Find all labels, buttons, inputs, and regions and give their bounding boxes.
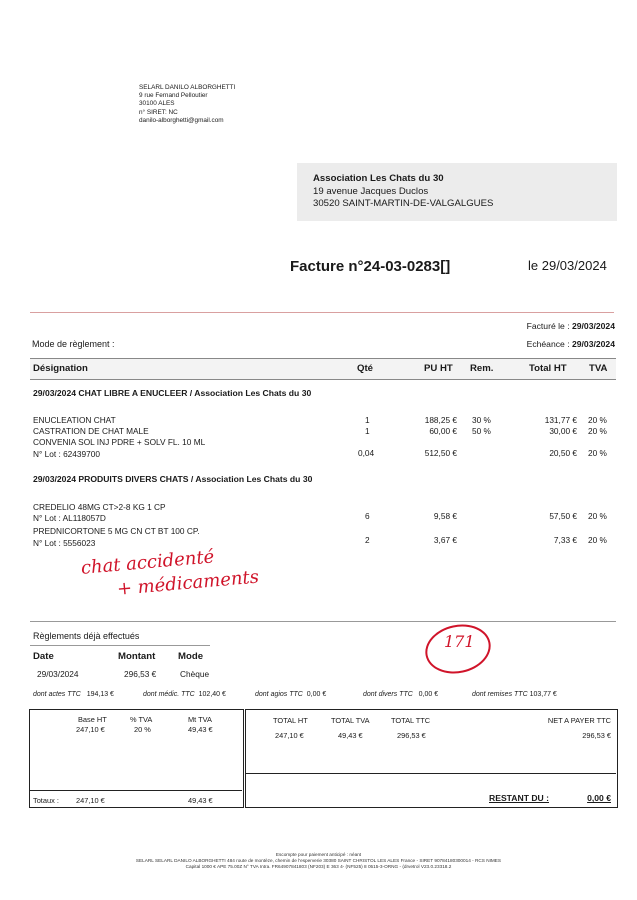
line-qty: 6 xyxy=(365,511,370,521)
line-lot: N° Lot : 5556023 xyxy=(33,538,96,548)
breakdown-agios xyxy=(255,691,326,698)
line-pu: 60,00 € xyxy=(429,426,457,436)
line-qty: 0,04 xyxy=(358,448,375,458)
vat-rate-header: % TVA xyxy=(130,715,153,724)
breakdown-value: 103,77 € xyxy=(529,691,557,698)
section-title: 29/03/2024 CHAT LIBRE A ENUCLEER / Association Les Chats du 30 xyxy=(33,388,312,398)
line-qty: 2 xyxy=(365,535,370,545)
total-ht: 247,10 € xyxy=(275,731,304,740)
net-to-pay-header: NET A PAYER TTC xyxy=(547,716,611,725)
total-ttc: 296,53 € xyxy=(397,731,426,740)
footer-line-3: Capital 1000 € APE 75.00Z N° TVA Intra. FR64907841803 (NF203) E 363 4- (NF525) 8 0515-3-ORNG - (drvetrol V23.0.23318.2 xyxy=(185,864,452,870)
divider xyxy=(30,312,614,313)
line-tva: 20 % xyxy=(588,535,607,545)
line-label: CREDELIO 48MG CT>2-8 KG 1 CP xyxy=(33,502,166,512)
balance-due: 0,00 € xyxy=(587,793,611,803)
col-designation: Désignation xyxy=(33,363,88,374)
line-total: 131,77 € xyxy=(544,415,577,425)
payments-mode-header: Mode xyxy=(178,651,204,662)
breakdown-remises xyxy=(472,691,557,698)
breakdown-label: dont agios TTC xyxy=(255,691,303,698)
sender-city: 30100 ALES xyxy=(139,100,175,108)
line-tva: 20 % xyxy=(588,426,607,436)
footer-line-2: SELARL SELARL DANILO ALBORGHETTI 484 route de montèze, chemin de l'esperverie 30380 SAINT CHRISTOL LES ALES France - SIRET 90784180300014 - RCS NIMES xyxy=(135,858,502,864)
vat-base: 247,10 € xyxy=(76,725,105,734)
payments-date-header: Date xyxy=(33,651,54,662)
breakdown-divers xyxy=(363,691,438,698)
client-name: Association Les Chats du 30 xyxy=(313,173,444,184)
col-pu-ht: PU HT xyxy=(424,363,453,374)
divider xyxy=(30,621,616,622)
line-lot: N° Lot : AL118057D xyxy=(33,513,106,523)
payments-amount-header: Montant xyxy=(118,651,156,662)
invoice-title: Facture n°24-03-0283[] xyxy=(290,258,451,275)
invoice-date: le 29/03/2024 xyxy=(528,258,607,273)
vat-totals-base: 247,10 € xyxy=(76,796,105,805)
total-tva-header: TOTAL TVA xyxy=(331,716,370,725)
billed-date-row xyxy=(527,321,615,331)
section-title: 29/03/2024 PRODUITS DIVERS CHATS / Association Les Chats du 30 xyxy=(33,474,313,484)
breakdown-value: 194,13 € xyxy=(86,691,114,698)
line-rem: 50 % xyxy=(472,426,491,436)
sender-address: 9 rue Fernand Pelloutier xyxy=(139,92,208,100)
total-tva: 49,43 € xyxy=(338,731,363,740)
footer-line-1: Escompte pour paiement anticipé : néant xyxy=(275,852,362,857)
payment-date: 29/03/2024 xyxy=(37,669,79,679)
breakdown-value: 102,40 € xyxy=(198,691,226,698)
col-total-ht: Total HT xyxy=(529,363,567,374)
line-total: 7,33 € xyxy=(553,535,577,545)
breakdown-label: dont divers TTC xyxy=(363,691,413,698)
vat-totals-divider xyxy=(29,790,242,791)
handwritten-number: 171 xyxy=(444,632,475,651)
breakdown-medic xyxy=(143,691,226,698)
vat-amount-header: Mt TVA xyxy=(188,715,212,724)
client-city: 30520 SAINT-MARTIN-DE-VALGALGUES xyxy=(313,198,494,210)
sender-email: danilo-alborghetti@gmail.com xyxy=(139,116,224,124)
line-pu: 9,58 € xyxy=(433,511,457,521)
sender-block xyxy=(139,84,235,125)
line-tva: 20 % xyxy=(588,448,607,458)
line-tva: 20 % xyxy=(588,511,607,521)
line-total: 20,50 € xyxy=(549,448,577,458)
total-ht-header: TOTAL HT xyxy=(273,716,308,725)
line-qty: 1 xyxy=(365,426,370,436)
line-lot: N° Lot : 62439700 xyxy=(33,449,100,459)
line-label: PREDNICORTONE 5 MG CN CT BT 100 CP. xyxy=(33,526,200,536)
line-pu: 3,67 € xyxy=(433,535,457,545)
totals-divider xyxy=(245,773,616,774)
table-header xyxy=(30,358,616,380)
payments-title: Règlements déjà effectués xyxy=(33,631,140,641)
due-date: 29/03/2024 xyxy=(571,339,615,349)
sender-name: SELARL DANILO ALBORGHETTI xyxy=(139,84,236,91)
line-total: 57,50 € xyxy=(549,511,577,521)
breakdown-label: dont remises TTC xyxy=(472,691,528,698)
line-qty: 1 xyxy=(365,415,370,425)
divider xyxy=(30,645,210,646)
due-date-row xyxy=(527,339,615,349)
total-ttc-header: TOTAL TTC xyxy=(391,716,431,725)
payment-amount: 296,53 € xyxy=(124,669,157,679)
payment-mode: Chèque xyxy=(180,669,210,679)
client-address: 19 avenue Jacques Duclos xyxy=(313,185,429,197)
billed-label: Facturé le : xyxy=(526,321,570,331)
handwritten-line-1: chat accidenté xyxy=(80,546,216,579)
breakdown-value: 0,00 € xyxy=(418,691,439,698)
breakdown-value: 0,00 € xyxy=(306,691,327,698)
col-rem: Rem. xyxy=(470,363,494,374)
line-label: CONVENIA SOL INJ PDRE + SOLV FL. 10 ML xyxy=(33,437,206,447)
line-pu: 512,50 € xyxy=(424,448,457,458)
client-block xyxy=(313,173,493,211)
breakdown-label: dont médic. TTC xyxy=(143,691,195,698)
handwritten-note xyxy=(80,542,260,605)
line-label: ENUCLEATION CHAT xyxy=(33,415,116,425)
col-tva: TVA xyxy=(589,363,608,374)
line-rem: 30 % xyxy=(472,415,491,425)
vat-totals-label: Totaux : xyxy=(33,796,59,805)
vat-base-header: Base HT xyxy=(78,715,107,724)
vat-amount: 49,43 € xyxy=(188,725,213,734)
payment-mode-label: Mode de règlement : xyxy=(32,339,115,349)
balance-due-label: RESTANT DU : xyxy=(489,793,549,803)
line-tva: 20 % xyxy=(588,415,607,425)
billed-date: 29/03/2024 xyxy=(571,321,615,331)
sender-siret: n° SIRET: NC xyxy=(139,108,178,116)
net-to-pay: 296,53 € xyxy=(582,731,611,740)
vat-rate: 20 % xyxy=(134,725,151,734)
due-label: Echéance : xyxy=(526,339,570,349)
line-label: CASTRATION DE CHAT MALE xyxy=(33,426,149,436)
handwritten-line-2: + médicaments xyxy=(116,566,260,600)
breakdown-label: dont actes TTC xyxy=(33,691,81,698)
col-qty: Qté xyxy=(357,363,373,374)
line-pu: 188,25 € xyxy=(424,415,457,425)
footer xyxy=(0,852,637,871)
vat-totals-amount: 49,43 € xyxy=(188,796,213,805)
line-total: 30,00 € xyxy=(549,426,577,436)
breakdown-actes xyxy=(33,691,114,698)
